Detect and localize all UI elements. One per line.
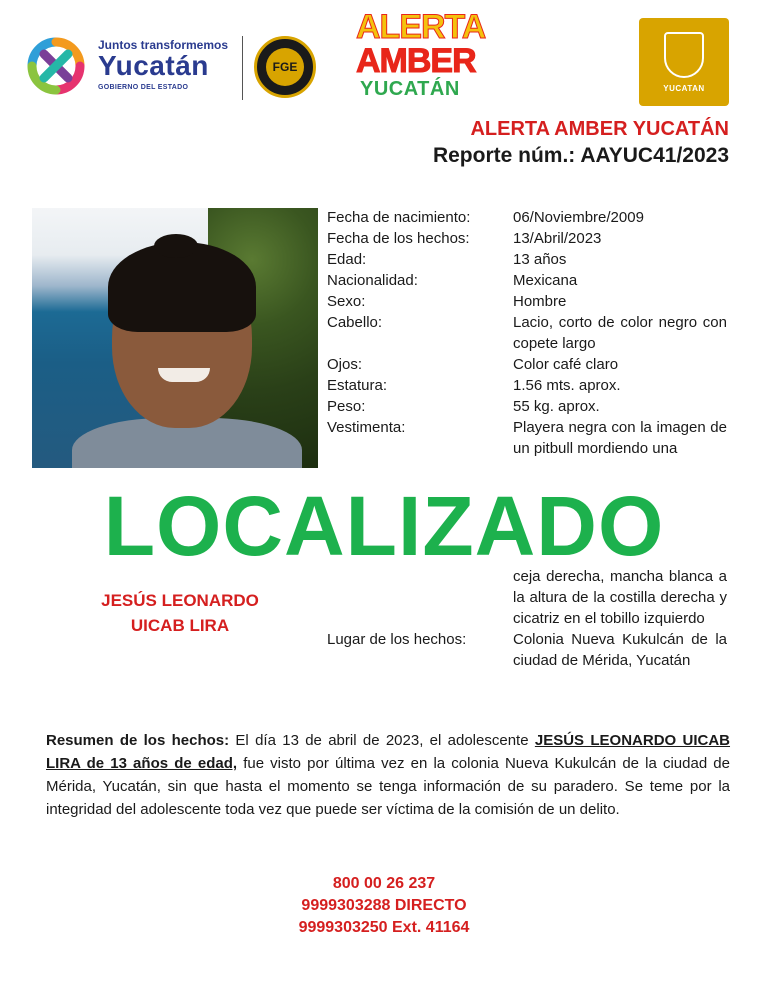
phone-number[interactable]: 9999303250 Ext. 41164 xyxy=(298,919,470,936)
juntos-big-text: Yucatán xyxy=(98,50,209,81)
missing-person-photo xyxy=(32,208,318,468)
gobierno-yucatan-wordmark xyxy=(98,38,238,91)
details-list xyxy=(327,207,727,459)
detail-value: 13 años xyxy=(513,251,567,268)
person-name-line1: JESÚS LEONARDO xyxy=(101,591,259,610)
juntos-transformemos-logo-icon xyxy=(22,32,90,100)
detail-row xyxy=(327,270,727,291)
detail-row xyxy=(327,228,727,249)
detail-row xyxy=(327,629,727,671)
fge-seal-icon xyxy=(254,36,316,98)
summary-heading: Resumen de los hechos: xyxy=(46,732,230,749)
detail-value: ceja derecha, mancha blanca a la altura de la costilla derecha y cicatriz en el tobillo izquierdo xyxy=(513,568,727,627)
detail-value: 06/Noviembre/2009 xyxy=(513,209,644,226)
detail-value: 13/Abril/2023 xyxy=(513,230,602,247)
juntos-tiny-text: GOBIERNO DEL ESTADO xyxy=(98,84,189,91)
amber-logo-line2: AMBER xyxy=(356,42,476,80)
detail-value: Hombre xyxy=(513,293,567,310)
detail-row xyxy=(327,249,727,270)
details-lower-list xyxy=(327,566,727,671)
person-name-line2: UICAB LIRA xyxy=(130,616,230,635)
detail-value: 55 kg. aprox. xyxy=(513,398,600,415)
detail-label xyxy=(327,566,513,629)
detail-label: Ojos: xyxy=(327,356,363,373)
detail-label: Fecha de nacimiento: xyxy=(327,209,471,226)
header-divider xyxy=(242,36,243,100)
shield-text: YUCATAN xyxy=(663,83,705,93)
detail-row xyxy=(327,375,727,396)
summary-highlight: JESÚS LEONARDO UICAB LIRA de 13 años de edad, xyxy=(46,732,731,772)
detail-value: 1.56 mts. aprox. xyxy=(513,377,621,394)
details-clip xyxy=(327,207,727,469)
amber-logo-line3: YUCATÁN xyxy=(360,78,460,100)
detail-row xyxy=(327,291,727,312)
detail-value: Color café claro xyxy=(513,356,619,373)
alert-title: ALERTA AMBER YUCATÁN xyxy=(470,118,729,140)
detail-row xyxy=(327,417,727,459)
phone-number[interactable]: 9999303288 DIRECTO xyxy=(301,897,467,914)
detail-label: Edad: xyxy=(327,251,367,268)
detail-label: Cabello: xyxy=(327,314,383,331)
summary-paragraph xyxy=(46,729,730,821)
fge-label: FGE xyxy=(266,48,304,86)
status-localizado: LOCALIZADO xyxy=(103,479,665,573)
summary-part2: fue visto por última vez en la colonia Nueva Kukulcán de la ciudad de Mérida, Yucatán, sin que hasta el momento se tenga información de su paradero. Se teme por la integridad del adolescente toda vez que puede ser víctima de la comisión de un delito. xyxy=(46,755,730,818)
detail-row xyxy=(327,396,727,417)
juntos-small-text: Juntos transformemos xyxy=(98,38,229,52)
amber-logo-line1: ALERTA xyxy=(356,8,486,46)
shield-shape-icon xyxy=(664,32,704,78)
detail-label: Lugar de los hechos: xyxy=(327,631,467,648)
photo-hair-bun xyxy=(154,234,198,258)
detail-label: Peso: xyxy=(327,398,366,415)
report-number: Reporte núm.: AAYUC41/2023 xyxy=(432,144,729,167)
summary-part1: El día 13 de abril de 2023, el adolescente xyxy=(229,732,535,749)
detail-value: Lacio, corto de color negro con copete largo xyxy=(513,314,727,352)
phone-number[interactable]: 800 00 26 237 xyxy=(332,875,436,892)
detail-row xyxy=(327,312,727,354)
photo-smile xyxy=(158,368,210,382)
contact-phones xyxy=(0,873,768,939)
detail-row xyxy=(327,207,727,228)
detail-value: Colonia Nueva Kukulcán de la ciudad de Mérida, Yucatán xyxy=(513,631,727,669)
alerta-amber-logo xyxy=(356,10,486,110)
detail-row xyxy=(327,354,727,375)
yucatan-coat-of-arms-icon xyxy=(639,18,729,106)
detail-label: Fecha de los hechos: xyxy=(327,230,470,247)
detail-label: Vestimenta: xyxy=(327,419,406,436)
detail-value: Playera negra con la imagen de un pitbull mordiendo una xyxy=(513,419,727,457)
detail-label: Estatura: xyxy=(327,377,388,394)
detail-label: Sexo: xyxy=(327,293,366,310)
person-name xyxy=(60,588,300,638)
detail-value: Mexicana xyxy=(513,272,578,289)
detail-label: Nacionalidad: xyxy=(327,272,418,289)
detail-row xyxy=(327,566,727,629)
